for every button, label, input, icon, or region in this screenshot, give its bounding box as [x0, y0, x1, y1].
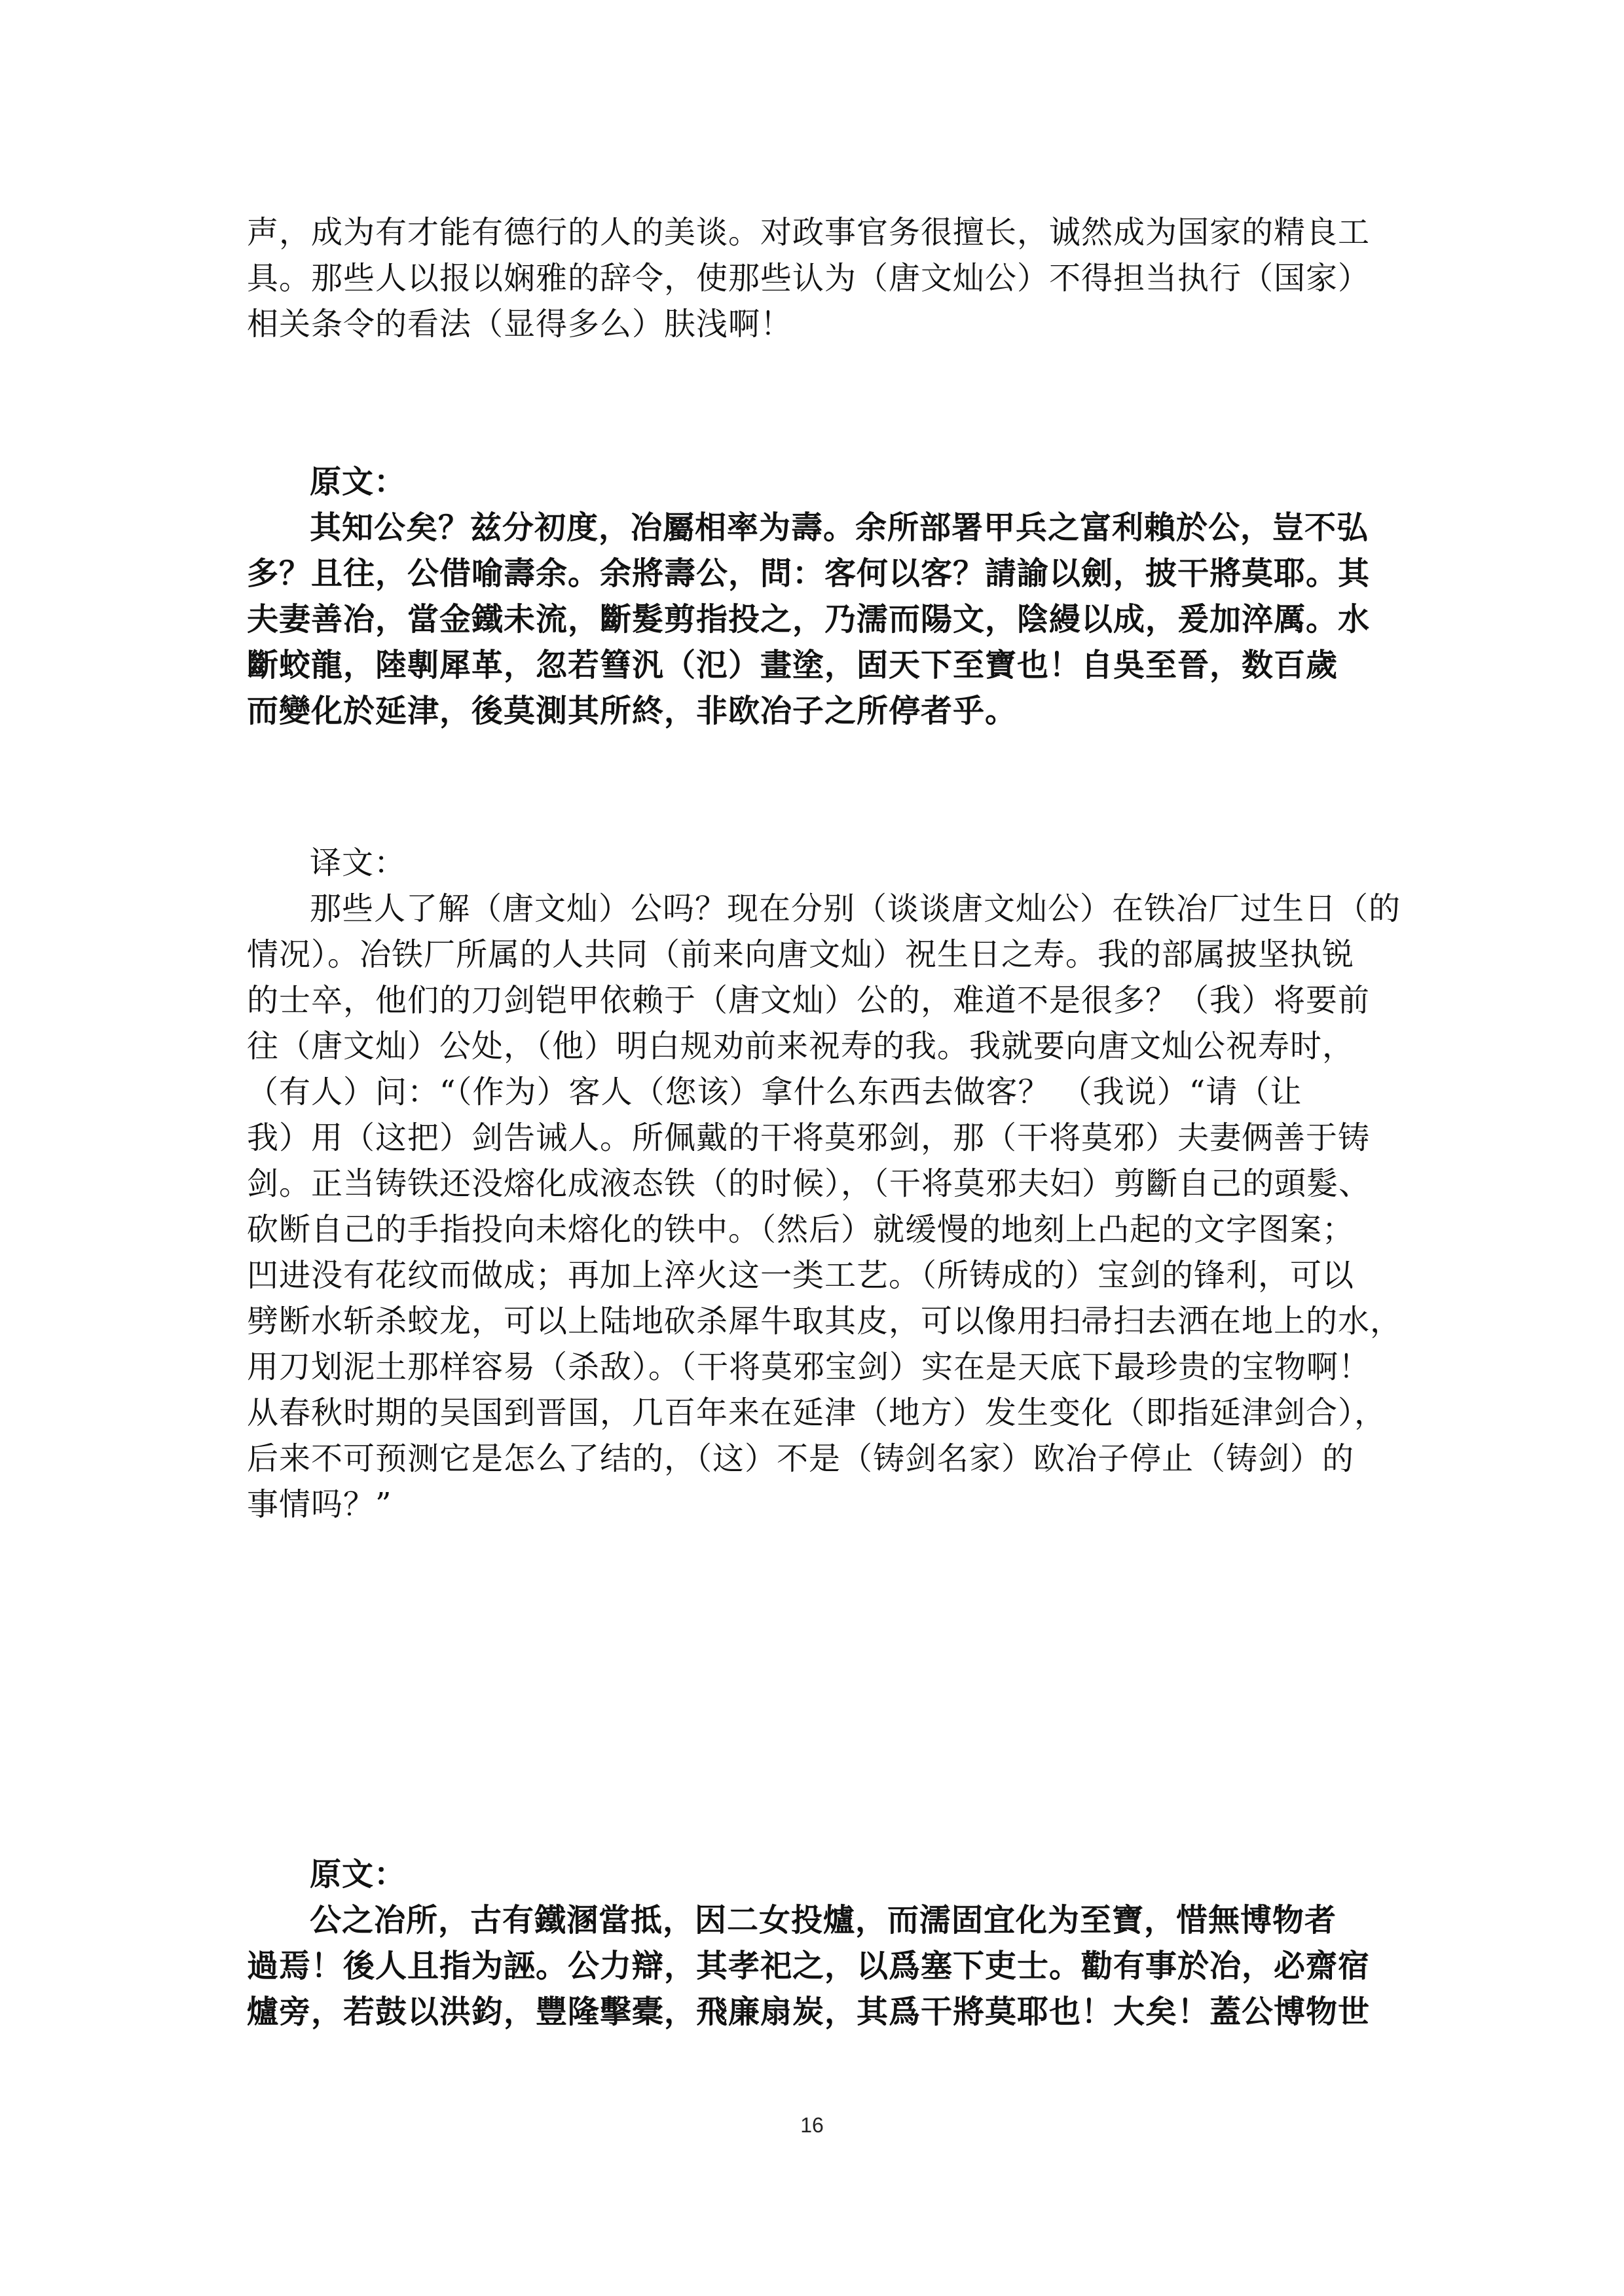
text-line: 過焉！後人且指为誣。公力辯，其孝祀之，以爲塞下吏士。勸有事於冶，必齋宿: [247, 1948, 1371, 1984]
text-line: 其知公矣？兹分初度，冶屬相率为壽。余所部署甲兵之富利賴於公，豈不弘: [310, 509, 1369, 546]
text-line: 事情吗？”: [247, 1486, 392, 1523]
text-line: 声，成为有才能有德行的人的美谈。对政事官务很擅长，诚然成为国家的精良工: [247, 214, 1371, 251]
text-line: 而變化於延津，後莫測其所終，非欧冶子之所停者乎。: [247, 693, 1018, 729]
text-line: 劈断水斩杀蛟龙，可以上陆地砍杀犀牛取其皮，可以像用扫帚扫去洒在地上的水，: [247, 1303, 1403, 1339]
text-line: 具。那些人以报以娴雅的辞令，使那些认为（唐文灿公）不得担当执行（国家）: [247, 260, 1371, 297]
text-line: 剑。正当铸铁还没熔化成液态铁（的时候），（干将莫邪夫妇）剪斷自己的頭髮、: [247, 1165, 1371, 1202]
text-line: 公之冶所，古有鐵溷當抵，因二女投爐，而濡固宜化为至寶，惜無博物者: [310, 1902, 1337, 1939]
text-line: 相关条令的看法（显得多么）肤浅啊！: [247, 306, 793, 342]
original-text-section-2: [247, 1852, 1399, 2035]
text-line: 多？且往，公借喻壽余。余將壽公，問：客何以客？請諭以劍，披干將莫耶。其: [247, 555, 1371, 592]
text-line: 砍断自己的手指投向未熔化的铁中。（然后）就缓慢的地刻上凸起的文字图案；: [247, 1211, 1355, 1248]
translation-section: [247, 841, 1403, 1528]
text-line: 情况）。冶铁厂所属的人共同（前来向唐文灿）祝生日之寿。我的部属披坚执锐: [247, 936, 1355, 973]
text-line: 后来不可预测它是怎么了结的，（这）不是（铸剑名家）欧冶子停止（铸剑）的: [247, 1440, 1355, 1477]
text-line: 爐旁，若鼓以洪鈞，豐隆擊橐，飛廉扇炭，其爲干將莫耶也！大矣！蓋公博物世: [247, 1994, 1371, 2030]
text-line: 我）用（这把）剑告诫人。所佩戴的干将莫邪剑，那（干将莫邪）夫妻俩善于铸: [247, 1120, 1371, 1156]
text-line: （有人）问：“（作为）客人（您该）拿什么东西去做客？ （我说）“请（让: [247, 1074, 1302, 1110]
translation-continuation: [247, 210, 1399, 348]
text-line: 斷蛟龍，陸剸犀革，忽若篲汎（氾）畫塗，固天下至寶也！自吳至晉，数百歲: [247, 647, 1338, 683]
section-label: 原文：: [310, 1856, 407, 1893]
text-line: 从春秋时期的吴国到晋国，几百年来在延津（地方）发生变化（即指延津剑合），: [247, 1394, 1387, 1431]
text-line: 往（唐文灿）公处，（他）明白规劝前来祝寿的我。我就要向唐文灿公祝寿时，: [247, 1028, 1355, 1065]
text-line: 凹进没有花纹而做成；再加上淬火这一类工艺。（所铸成的）宝剑的锋利，可以: [247, 1257, 1355, 1294]
text-line: 的士卒，他们的刀剑铠甲依赖于（唐文灿）公的，难道不是很多？（我）将要前: [247, 982, 1371, 1019]
text-line: 那些人了解（唐文灿）公吗？现在分别（谈谈唐文灿公）在铁冶厂过生日（的: [310, 890, 1401, 927]
original-text-section: [247, 460, 1399, 735]
page-number: 16: [800, 2113, 824, 2137]
section-label: 原文：: [310, 464, 407, 500]
text-line: 用刀划泥土那样容易（杀敌）。（干将莫邪宝剑）实在是天底下最珍贵的宝物啊！: [247, 1349, 1371, 1385]
text-line: 夫妻善冶，當金鐵未流，斷髮剪指投之，乃濡而陽文，陰縵以成，爰加淬厲。水: [247, 601, 1371, 638]
section-label: 译文：: [310, 845, 407, 881]
